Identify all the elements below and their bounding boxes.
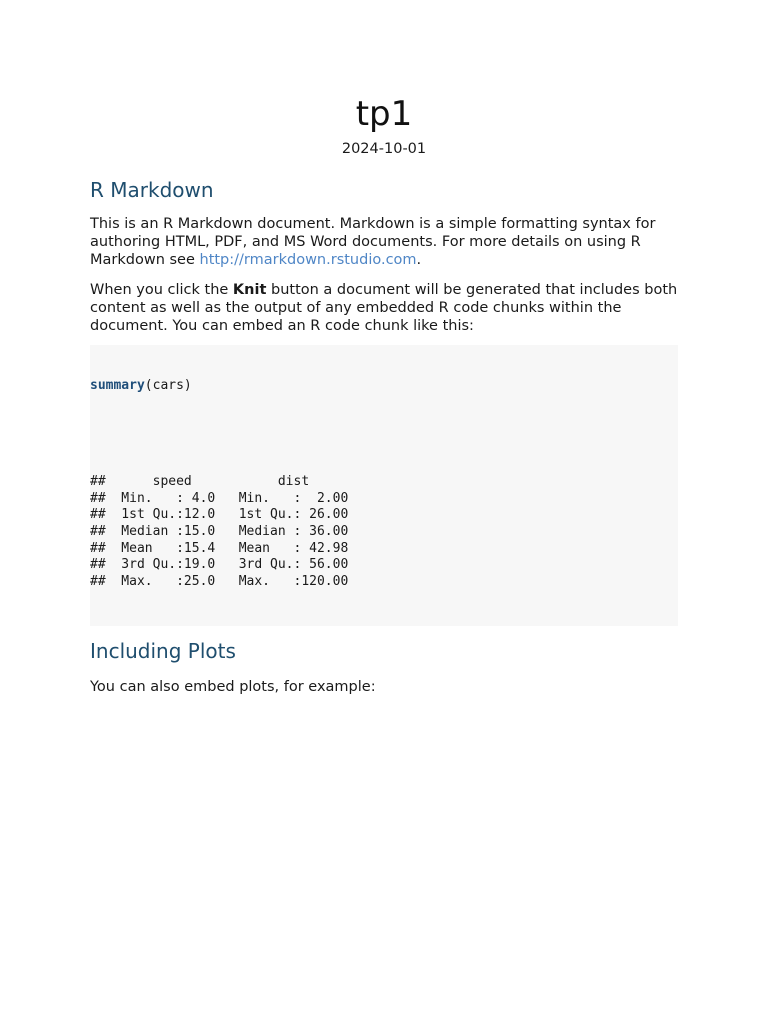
knit-text-end: button a document will be generated that includes both content as well as the output of any embedded R code chunks within the document. You can embed an R code chunk like this: [90, 282, 678, 334]
code-block [90, 345, 678, 626]
intro-paragraph [90, 215, 678, 269]
document-date: 2024-10-01 [341, 141, 427, 157]
code-output-line: ## Mean :15.4 Mean : 42.98 [90, 540, 364, 556]
code-output-line: ## 1st Qu.:12.0 1st Qu.: 26.00 [90, 507, 364, 523]
rmarkdown-link[interactable]: http://rmarkdown.rstudio.com [199, 252, 417, 268]
code-gap [90, 428, 678, 441]
section-heading-including-plots: Including Plots [90, 638, 236, 663]
intro-text-end: . [416, 252, 422, 268]
document-title: tp1 [355, 94, 413, 134]
code-output-line: ## Median :15.0 Median : 36.00 [90, 523, 364, 539]
code-output-line: ## Min. : 4.0 Min. : 2.00 [90, 490, 364, 506]
code-output-line: ## 3rd Qu.:19.0 3rd Qu.: 56.00 [90, 557, 364, 573]
section-heading-r-markdown: R Markdown [90, 178, 214, 202]
intro-text: This is an R Markdown document. Markdown is a simple formatting syntax for authoring HTML, PDF, and MS Word documents. For more details on using R Markdown see [90, 216, 656, 268]
code-source-line [90, 378, 678, 395]
code-output [90, 474, 678, 590]
document-page [90, 92, 678, 696]
code-args: (cars) [144, 378, 192, 394]
knit-text-start: When you click the [90, 282, 233, 298]
code-output-line: ## speed dist [90, 474, 364, 490]
code-output-line: ## Max. :25.0 Max. :120.00 [90, 573, 364, 589]
knit-paragraph [90, 281, 678, 335]
knit-bold: Knit [232, 282, 267, 298]
plots-paragraph: You can also embed plots, for example: [90, 678, 376, 695]
code-function: summary [90, 378, 145, 394]
